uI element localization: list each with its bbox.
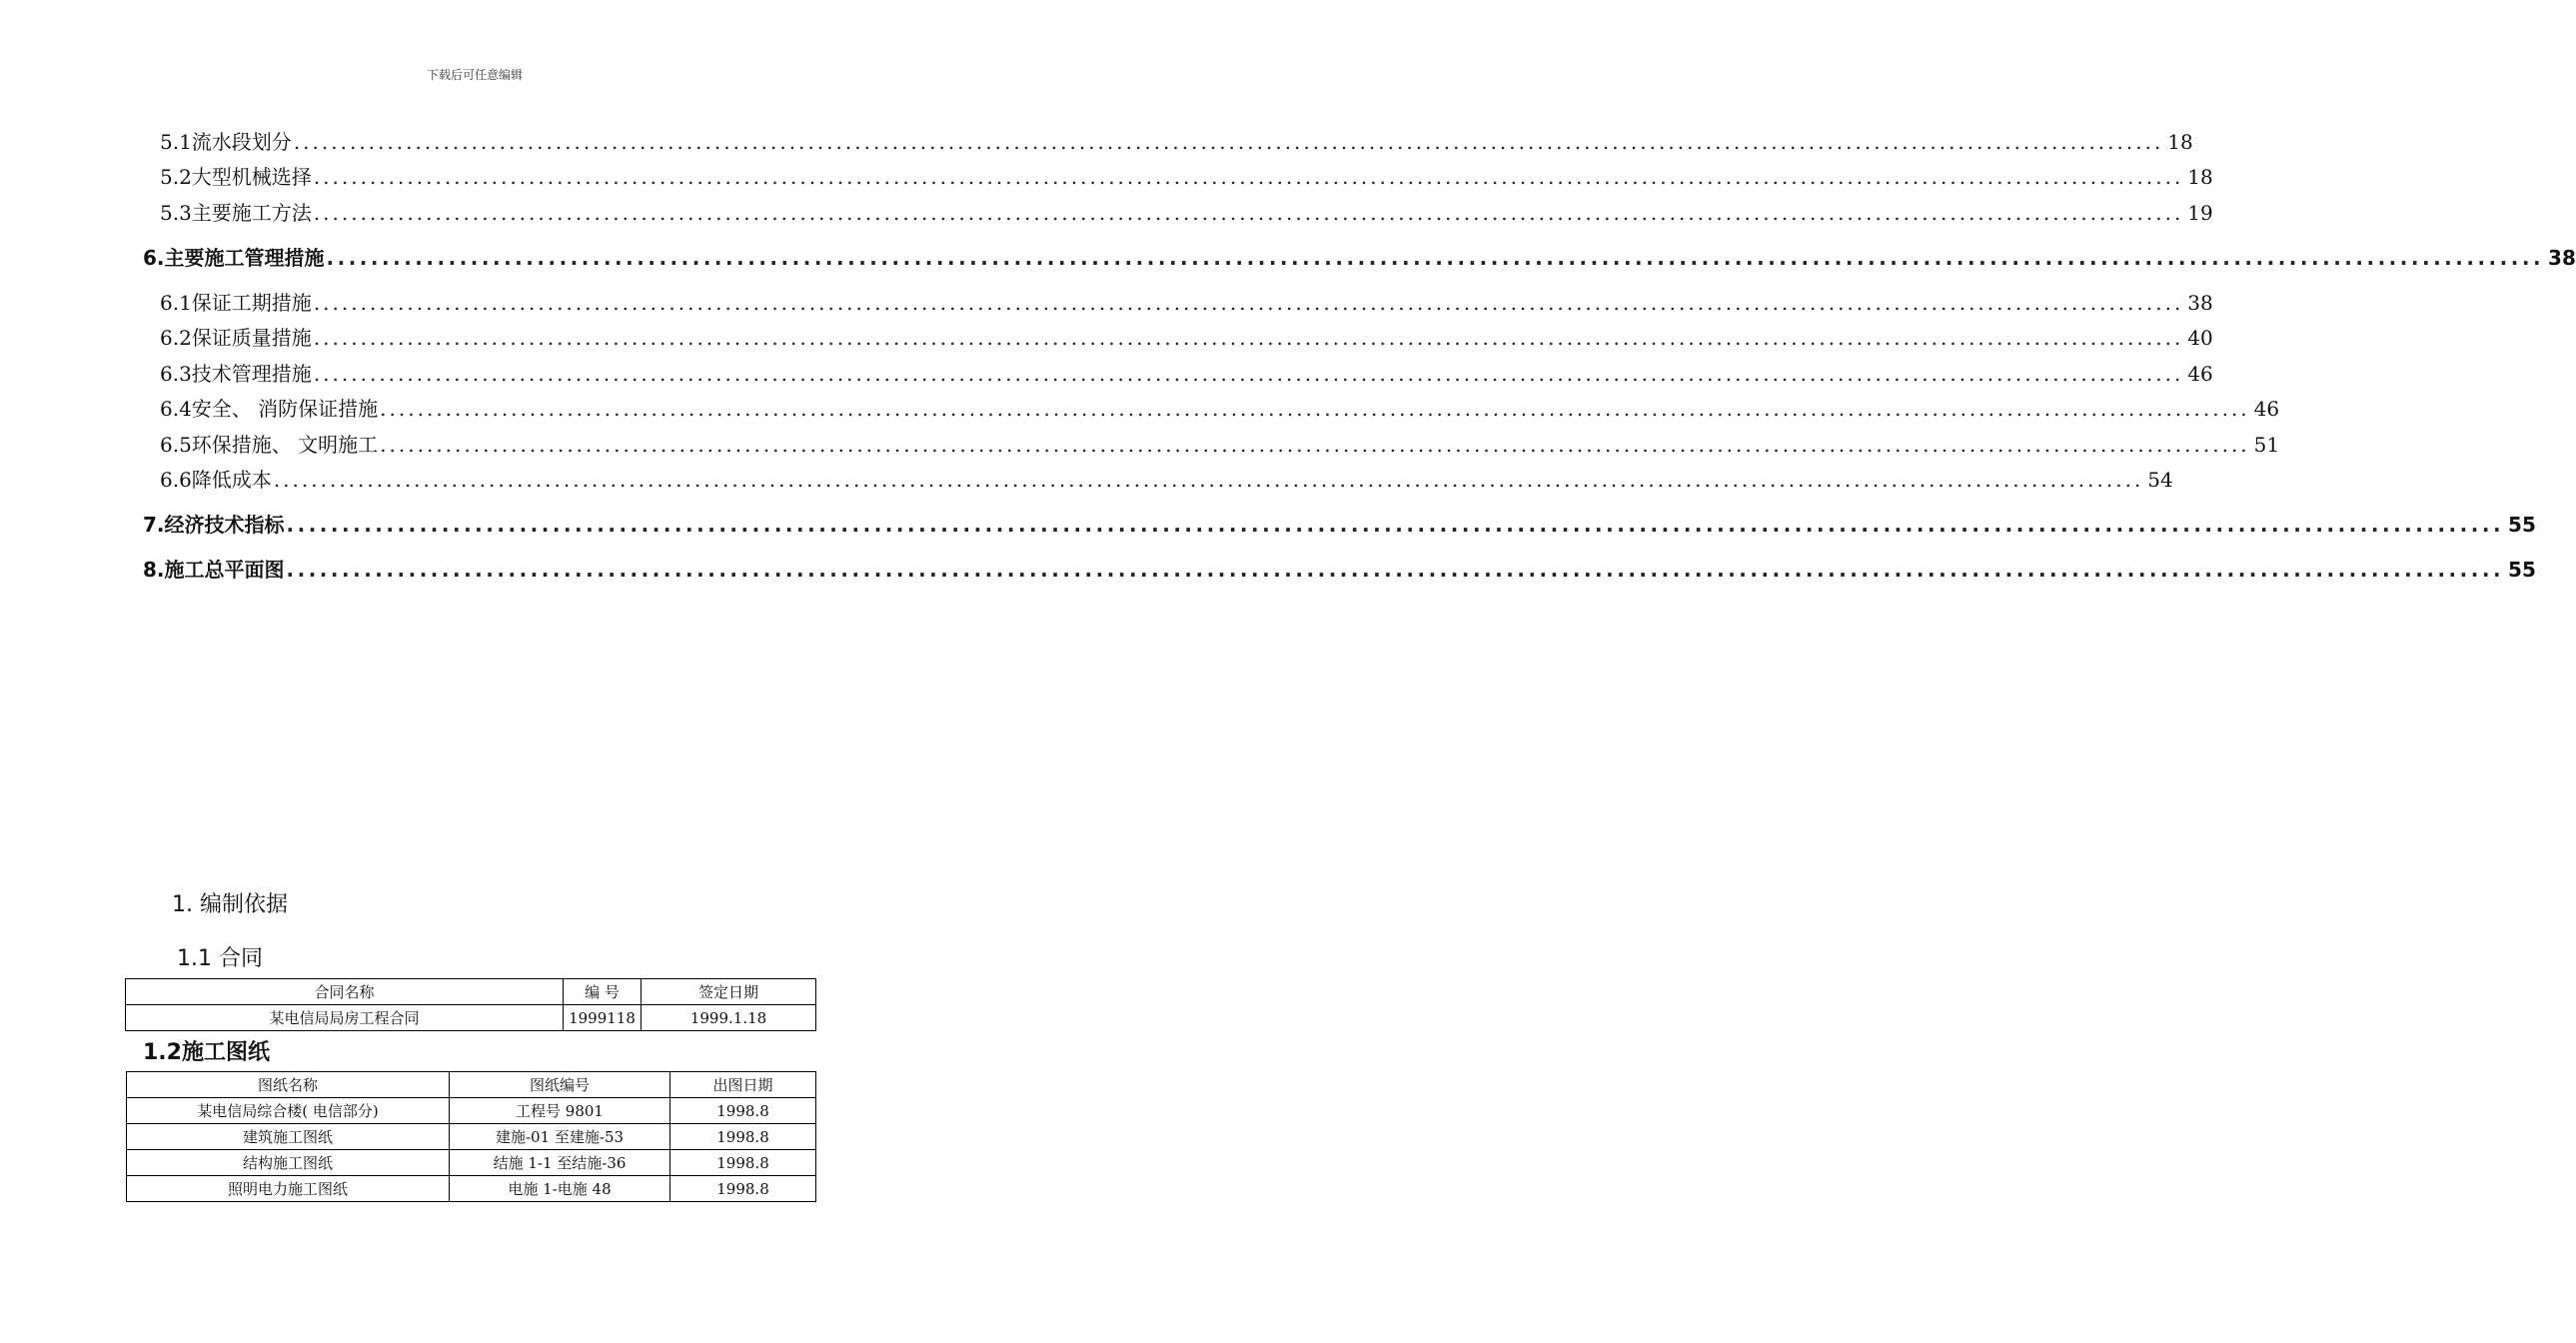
toc-page-number: 40 (2187, 326, 2213, 350)
toc-page-number: 54 (2147, 468, 2173, 492)
toc-leader: ........................................................................................................................................................................................................ (286, 513, 2505, 537)
contract-table (125, 978, 816, 1031)
toc-page-number: 55 (2508, 513, 2536, 537)
table-header-row (126, 979, 816, 1005)
toc-leader: ........................................................................................................................................................................................................ (273, 468, 2144, 492)
table-cell: 建施-01 至建施-53 (450, 1124, 670, 1150)
table-header-row (127, 1072, 816, 1098)
section-heading: 1. 编制依据 (172, 892, 288, 917)
toc-label: 6.6降低成本 (160, 468, 272, 492)
toc-label: 6.4安全、 消防保证措施 (160, 397, 379, 421)
table-row (127, 1150, 816, 1176)
table-row (127, 1176, 816, 1202)
toc-label: 6.5环保措施、 文明施工 (160, 433, 379, 457)
table-cell: 照明电力施工图纸 (127, 1176, 450, 1202)
drawing-table (126, 1071, 816, 1202)
toc-leader: ........................................................................................................................................................................................................ (313, 326, 2184, 350)
table-cell: 结构施工图纸 (127, 1150, 450, 1176)
toc-entry[interactable] (143, 242, 2576, 271)
toc-entry[interactable] (160, 161, 2213, 190)
table-cell: 某电信局综合楼( 电信部分) (127, 1098, 450, 1124)
toc-entry[interactable] (160, 197, 2213, 226)
toc-label: 6.3技术管理措施 (160, 362, 312, 386)
toc-entry[interactable] (160, 126, 2193, 155)
toc-leader: ........................................................................................................................................................................................................ (313, 165, 2184, 189)
toc-page-number: 46 (2187, 362, 2213, 386)
table-cell: 结施 1-1 至结施-36 (450, 1150, 670, 1176)
toc-page-number: 18 (2167, 130, 2193, 154)
header-cell: 编 号 (564, 979, 642, 1005)
table-cell: 1999.1.18 (642, 1005, 816, 1031)
table-cell: 电施 1-电施 48 (450, 1176, 670, 1202)
toc-entry[interactable] (160, 464, 2173, 493)
header-cell: 合同名称 (126, 979, 564, 1005)
toc-page-number: 51 (2253, 433, 2280, 457)
toc-page-number: 46 (2253, 397, 2280, 421)
toc-page-number: 38 (2548, 246, 2576, 270)
table-cell: 1998.8 (670, 1098, 816, 1124)
table-row (127, 1124, 816, 1150)
toc-label: 5.3主要施工方法 (160, 201, 312, 225)
toc-entry[interactable] (143, 509, 2536, 538)
toc-entry[interactable] (160, 393, 2280, 422)
header-cell: 签定日期 (642, 979, 816, 1005)
toc-entry[interactable] (160, 429, 2280, 458)
toc-label: 5.2大型机械选择 (160, 165, 312, 189)
toc-page-number: 19 (2187, 201, 2213, 225)
subsection-heading: 1.1 合同 (177, 946, 263, 971)
toc-page-number: 38 (2187, 291, 2213, 315)
toc-leader: ........................................................................................................................................................................................................ (286, 558, 2505, 582)
table-cell: 工程号 9801 (450, 1098, 670, 1124)
toc-label: 6.1保证工期措施 (160, 291, 312, 315)
table-row (126, 1005, 816, 1031)
page-header: 下载后可任意编辑 (426, 68, 523, 82)
header-cell: 出图日期 (670, 1072, 816, 1098)
toc-entry[interactable] (160, 358, 2213, 387)
table-cell: 1998.8 (670, 1176, 816, 1202)
toc-leader: ........................................................................................................................................................................................................ (313, 362, 2184, 386)
table-cell: 某电信局局房工程合同 (126, 1005, 564, 1031)
toc-page-number: 55 (2508, 558, 2536, 582)
toc-label: 8.施工总平面图 (143, 558, 285, 582)
toc-leader: ........................................................................................................................................................................................................ (313, 201, 2184, 225)
toc-leader: ........................................................................................................................................................................................................ (293, 130, 2164, 154)
toc-leader: ........................................................................................................................................................................................................ (326, 246, 2545, 270)
toc-label: 6.主要施工管理措施 (143, 246, 325, 270)
header-cell: 图纸名称 (127, 1072, 450, 1098)
header-cell: 图纸编号 (450, 1072, 670, 1098)
table-cell: 1998.8 (670, 1124, 816, 1150)
table-row (127, 1098, 816, 1124)
table-cell: 建筑施工图纸 (127, 1124, 450, 1150)
subsection-heading: 1.2施工图纸 (143, 1040, 270, 1065)
toc-entry[interactable] (143, 554, 2536, 583)
toc-leader: ........................................................................................................................................................................................................ (380, 397, 2250, 421)
table-cell: 1999118 (564, 1005, 642, 1031)
toc-entry[interactable] (160, 322, 2213, 351)
table-cell: 1998.8 (670, 1150, 816, 1176)
toc-label: 7.经济技术指标 (143, 513, 285, 537)
toc-entry[interactable] (160, 287, 2213, 316)
toc-label: 6.2保证质量措施 (160, 326, 312, 350)
toc-leader: ........................................................................................................................................................................................................ (380, 433, 2250, 457)
toc-page-number: 18 (2187, 165, 2213, 189)
toc-leader: ........................................................................................................................................................................................................ (313, 291, 2184, 315)
toc-label: 5.1流水段划分 (160, 130, 292, 154)
